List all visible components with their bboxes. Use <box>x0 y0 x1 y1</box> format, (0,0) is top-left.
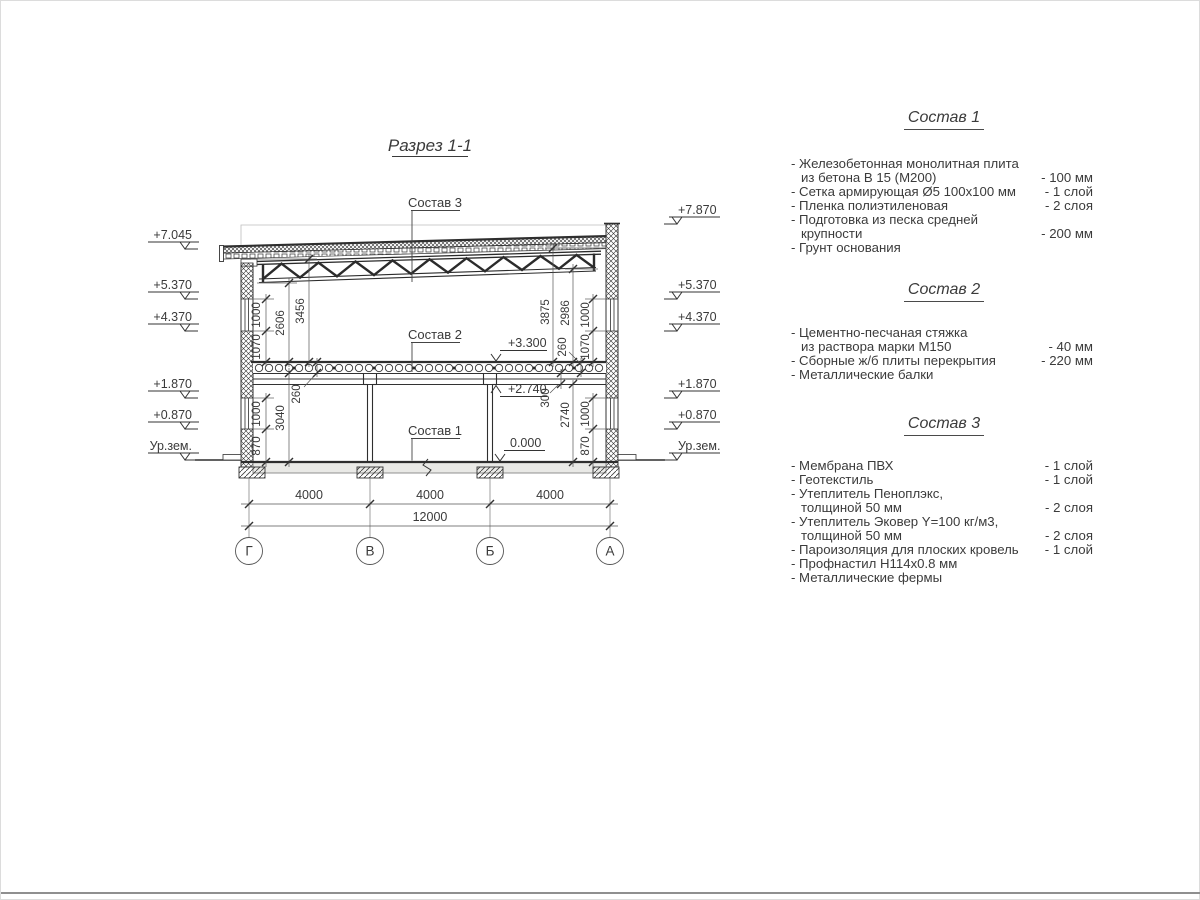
elevation-label: 0.000 <box>510 436 542 450</box>
dim-label: 870 <box>580 436 592 456</box>
specification-panel <box>791 1 1097 701</box>
dim-total: 12000 <box>412 510 448 524</box>
spec-value: - 220 мм <box>1041 353 1093 368</box>
elevation-label: +3.300 <box>508 336 547 350</box>
dim-label: 1000 <box>251 401 263 427</box>
elevation-label: +0.870 <box>678 408 717 422</box>
apron-right <box>618 455 636 461</box>
spec-item: - Утеплитель Эковер Y=100 кг/м3, толщиной 50 мм - 2 слоя <box>791 514 1093 543</box>
drawing-title <box>388 136 472 157</box>
foundation-pad <box>593 467 619 478</box>
dim-span: 4000 <box>536 488 564 502</box>
dimensions-right <box>540 243 597 467</box>
dim-label: 2986 <box>560 300 572 326</box>
elevation-label: Ур.зем. <box>678 439 721 453</box>
foundation-pad <box>239 467 265 478</box>
elevation-label: +4.370 <box>153 310 192 324</box>
composition-3-items <box>791 459 1097 585</box>
spec-value: - 40 мм <box>1048 339 1093 354</box>
spec-value: - 1 слой <box>1044 542 1093 557</box>
spec-item: - Профнастил Н114х0.8 мм <box>791 556 958 571</box>
dim-label: 3456 <box>295 298 307 324</box>
elevation-label: +2.740 <box>508 382 547 396</box>
elevation-label: +7.045 <box>153 228 192 242</box>
spec-item: - Пленка полиэтиленовая - 2 слоя <box>791 198 1093 213</box>
leader-label-sostav3: Состав 3 <box>408 195 462 210</box>
bottom-dimensions <box>236 478 624 565</box>
dim-label: 260 <box>291 384 303 404</box>
dim-label: 3040 <box>275 405 287 431</box>
window-bottom-edge <box>1 892 1200 894</box>
spec-item: - Геотекстиль - 1 слой <box>791 472 1093 487</box>
composition-2 <box>791 281 1097 382</box>
spec-value: - 2 слоя <box>1045 500 1093 515</box>
roof <box>220 236 607 261</box>
column-v <box>364 374 377 463</box>
spec-value: - 1 слой <box>1044 458 1093 473</box>
spec-item: - Цементно-песчаная стяжка из раствора марки М150 - 40 мм <box>791 325 1093 354</box>
composition-2-title: Состав 2 <box>791 281 1097 302</box>
spec-value: - 200 мм <box>1041 226 1093 241</box>
dim-label: 260 <box>557 337 569 357</box>
spec-item: - Металлические балки <box>791 367 934 382</box>
grid-axis-label: Б <box>485 543 495 559</box>
apron-left <box>223 455 241 461</box>
spec-value: - 2 слоя <box>1045 198 1093 213</box>
spec-value: - 1 слой <box>1044 472 1093 487</box>
leader-label-sostav1: Состав 1 <box>408 423 462 438</box>
elevation-label: +0.870 <box>153 408 192 422</box>
spec-value: - 100 мм <box>1041 170 1093 185</box>
dim-label: 1000 <box>580 302 592 328</box>
elevation-marks-left <box>148 228 199 460</box>
dim-label: 1070 <box>251 334 263 360</box>
spec-item: - Сетка армирующая Ø5 100х100 мм - 1 слой <box>791 184 1093 199</box>
grid-axis-label: В <box>365 543 375 559</box>
dim-label: 2740 <box>560 402 572 428</box>
spec-item: - Подготовка из песка средней крупности - 200 мм <box>791 212 1093 241</box>
spec-item: - Сборные ж/б плиты перекрытия - 220 мм <box>791 353 1093 368</box>
section-drawing <box>1 1 771 621</box>
columns <box>364 374 497 463</box>
leader-label-sostav2: Состав 2 <box>408 327 462 342</box>
dim-label: 300 <box>540 388 552 408</box>
elevation-label: +5.370 <box>678 278 717 292</box>
elevation-marks-inner <box>491 336 547 461</box>
spec-item: - Железобетонная монолитная плита из бетона В 15 (М200) - 100 мм <box>791 156 1093 185</box>
spec-item: - Утеплитель Пеноплэкс, толщиной 50 мм - 2 слоя <box>791 486 1093 515</box>
dim-label: 870 <box>251 436 263 456</box>
elevation-label: +4.370 <box>678 310 717 324</box>
dim-label: 2606 <box>275 310 287 336</box>
dim-label: 3875 <box>540 299 552 325</box>
foundation-pad <box>357 467 383 478</box>
dim-span: 4000 <box>416 488 444 502</box>
dim-label: 1000 <box>580 401 592 427</box>
foundation-pad <box>477 467 503 478</box>
left-wall <box>241 263 253 467</box>
grid-circles <box>236 538 624 565</box>
dim-span: 4000 <box>295 488 323 502</box>
elevation-label: Ур.зем. <box>149 439 192 453</box>
elevation-marks-right <box>664 203 720 460</box>
composition-1-title: Состав 1 <box>791 109 1097 130</box>
dim-label: 1070 <box>580 334 592 360</box>
composition-1-items <box>791 157 1097 255</box>
spec-item: - Металлические фермы <box>791 570 943 585</box>
dimensions-left <box>251 254 321 467</box>
elevation-label: +1.870 <box>678 377 717 391</box>
composition-1 <box>791 109 1097 255</box>
spec-item: - Грунт основания <box>791 240 901 255</box>
composition-leaders <box>408 195 462 461</box>
elevation-label: +1.870 <box>153 377 192 391</box>
spec-item: - Мембрана ПВХ - 1 слой <box>791 458 1093 473</box>
spec-value: - 2 слоя <box>1045 528 1093 543</box>
composition-2-items <box>791 326 1097 382</box>
composition-3-title: Состав 3 <box>791 415 1097 436</box>
composition-3 <box>791 415 1097 585</box>
spec-item: - Пароизоляция для плоских кровель - 1 слой <box>791 542 1093 557</box>
right-wall <box>604 224 620 468</box>
eaves-end-cap <box>220 246 224 262</box>
title-text: Разрез 1-1 <box>387 136 473 155</box>
dim-label: 1000 <box>251 302 263 328</box>
grid-axis-label: Г <box>245 543 253 559</box>
grid-axis-label: А <box>605 543 615 559</box>
elevation-label: +5.370 <box>153 278 192 292</box>
ground-floor <box>195 455 665 479</box>
dim-ticks <box>262 255 321 466</box>
spec-value: - 1 слой <box>1044 184 1093 199</box>
elevation-label: +7.870 <box>678 203 717 217</box>
